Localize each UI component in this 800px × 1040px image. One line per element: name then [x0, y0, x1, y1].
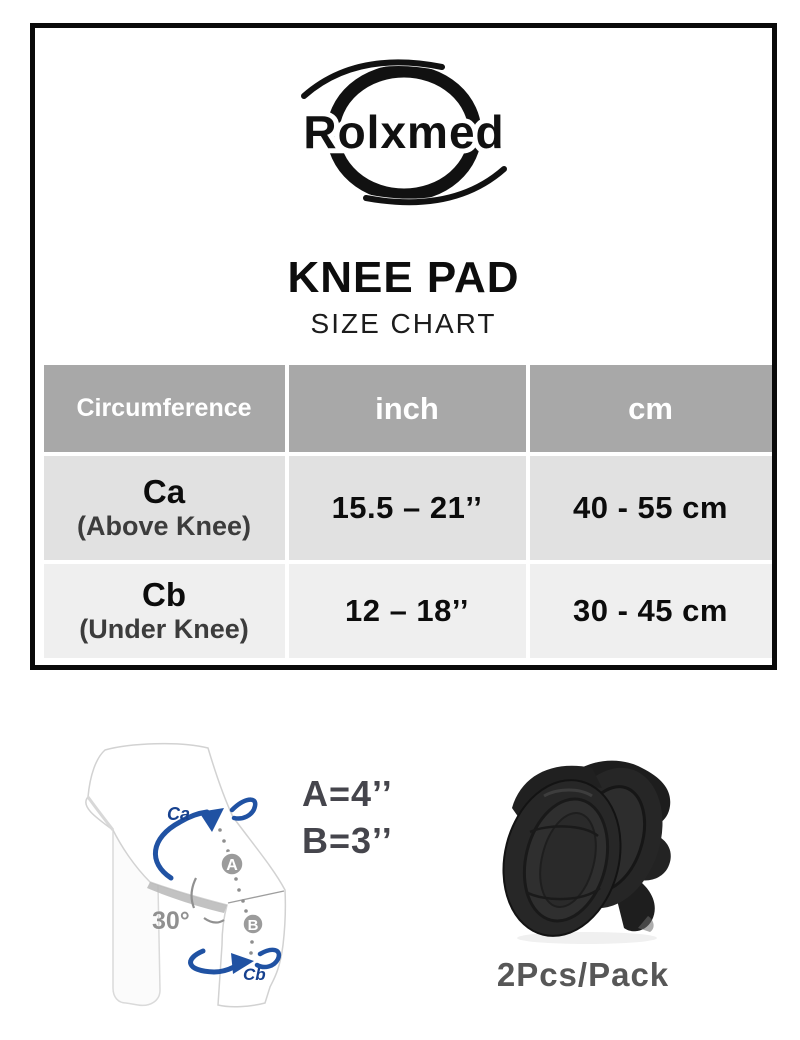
knee-measurement-diagram: [68, 720, 403, 1038]
measurement-notes: [302, 770, 393, 864]
col-header-inch: inch: [289, 365, 526, 452]
logo-text: Rolxmed: [302, 106, 505, 158]
row-cb-inch-value: 12 – 18’’: [289, 564, 526, 658]
row-cb-code: Cb: [142, 576, 186, 613]
svg-text:A: A: [226, 857, 238, 874]
knee-angle-label: 30°: [152, 907, 190, 935]
point-a-badge: [221, 853, 244, 876]
table-row-cb-name: [44, 564, 285, 658]
note-a: A=4’’: [302, 773, 393, 814]
row-ca-desc: (Above Knee): [76, 511, 252, 542]
note-b: B=3’’: [302, 820, 393, 861]
pack-label: 2Pcs/Pack: [496, 956, 670, 993]
row-cb-desc: (Under Knee): [79, 614, 249, 645]
size-table: [44, 365, 764, 658]
col-header-circumference: Circumference: [44, 365, 285, 452]
row-ca-cm-value: 40 - 55 cm: [530, 456, 772, 560]
row-cb-cm-value: 30 - 45 cm: [530, 564, 772, 658]
svg-text:B: B: [247, 917, 259, 934]
cb-label: Cb: [243, 965, 266, 984]
knee-pads-image: [492, 746, 687, 946]
row-ca-code: Ca: [142, 473, 186, 510]
page-subtitle: SIZE CHART: [310, 308, 497, 339]
col-header-cm: cm: [530, 365, 772, 452]
brand-logo: [244, 48, 564, 216]
row-ca-inch-value: 15.5 – 21’’: [289, 456, 526, 560]
page-title: KNEE PAD: [287, 253, 520, 302]
angle-dash: [204, 918, 224, 922]
table-row-ca-name: [44, 456, 285, 560]
ca-label: Ca: [166, 804, 190, 824]
point-b-badge: [243, 914, 264, 935]
size-chart-panel: [30, 23, 777, 670]
